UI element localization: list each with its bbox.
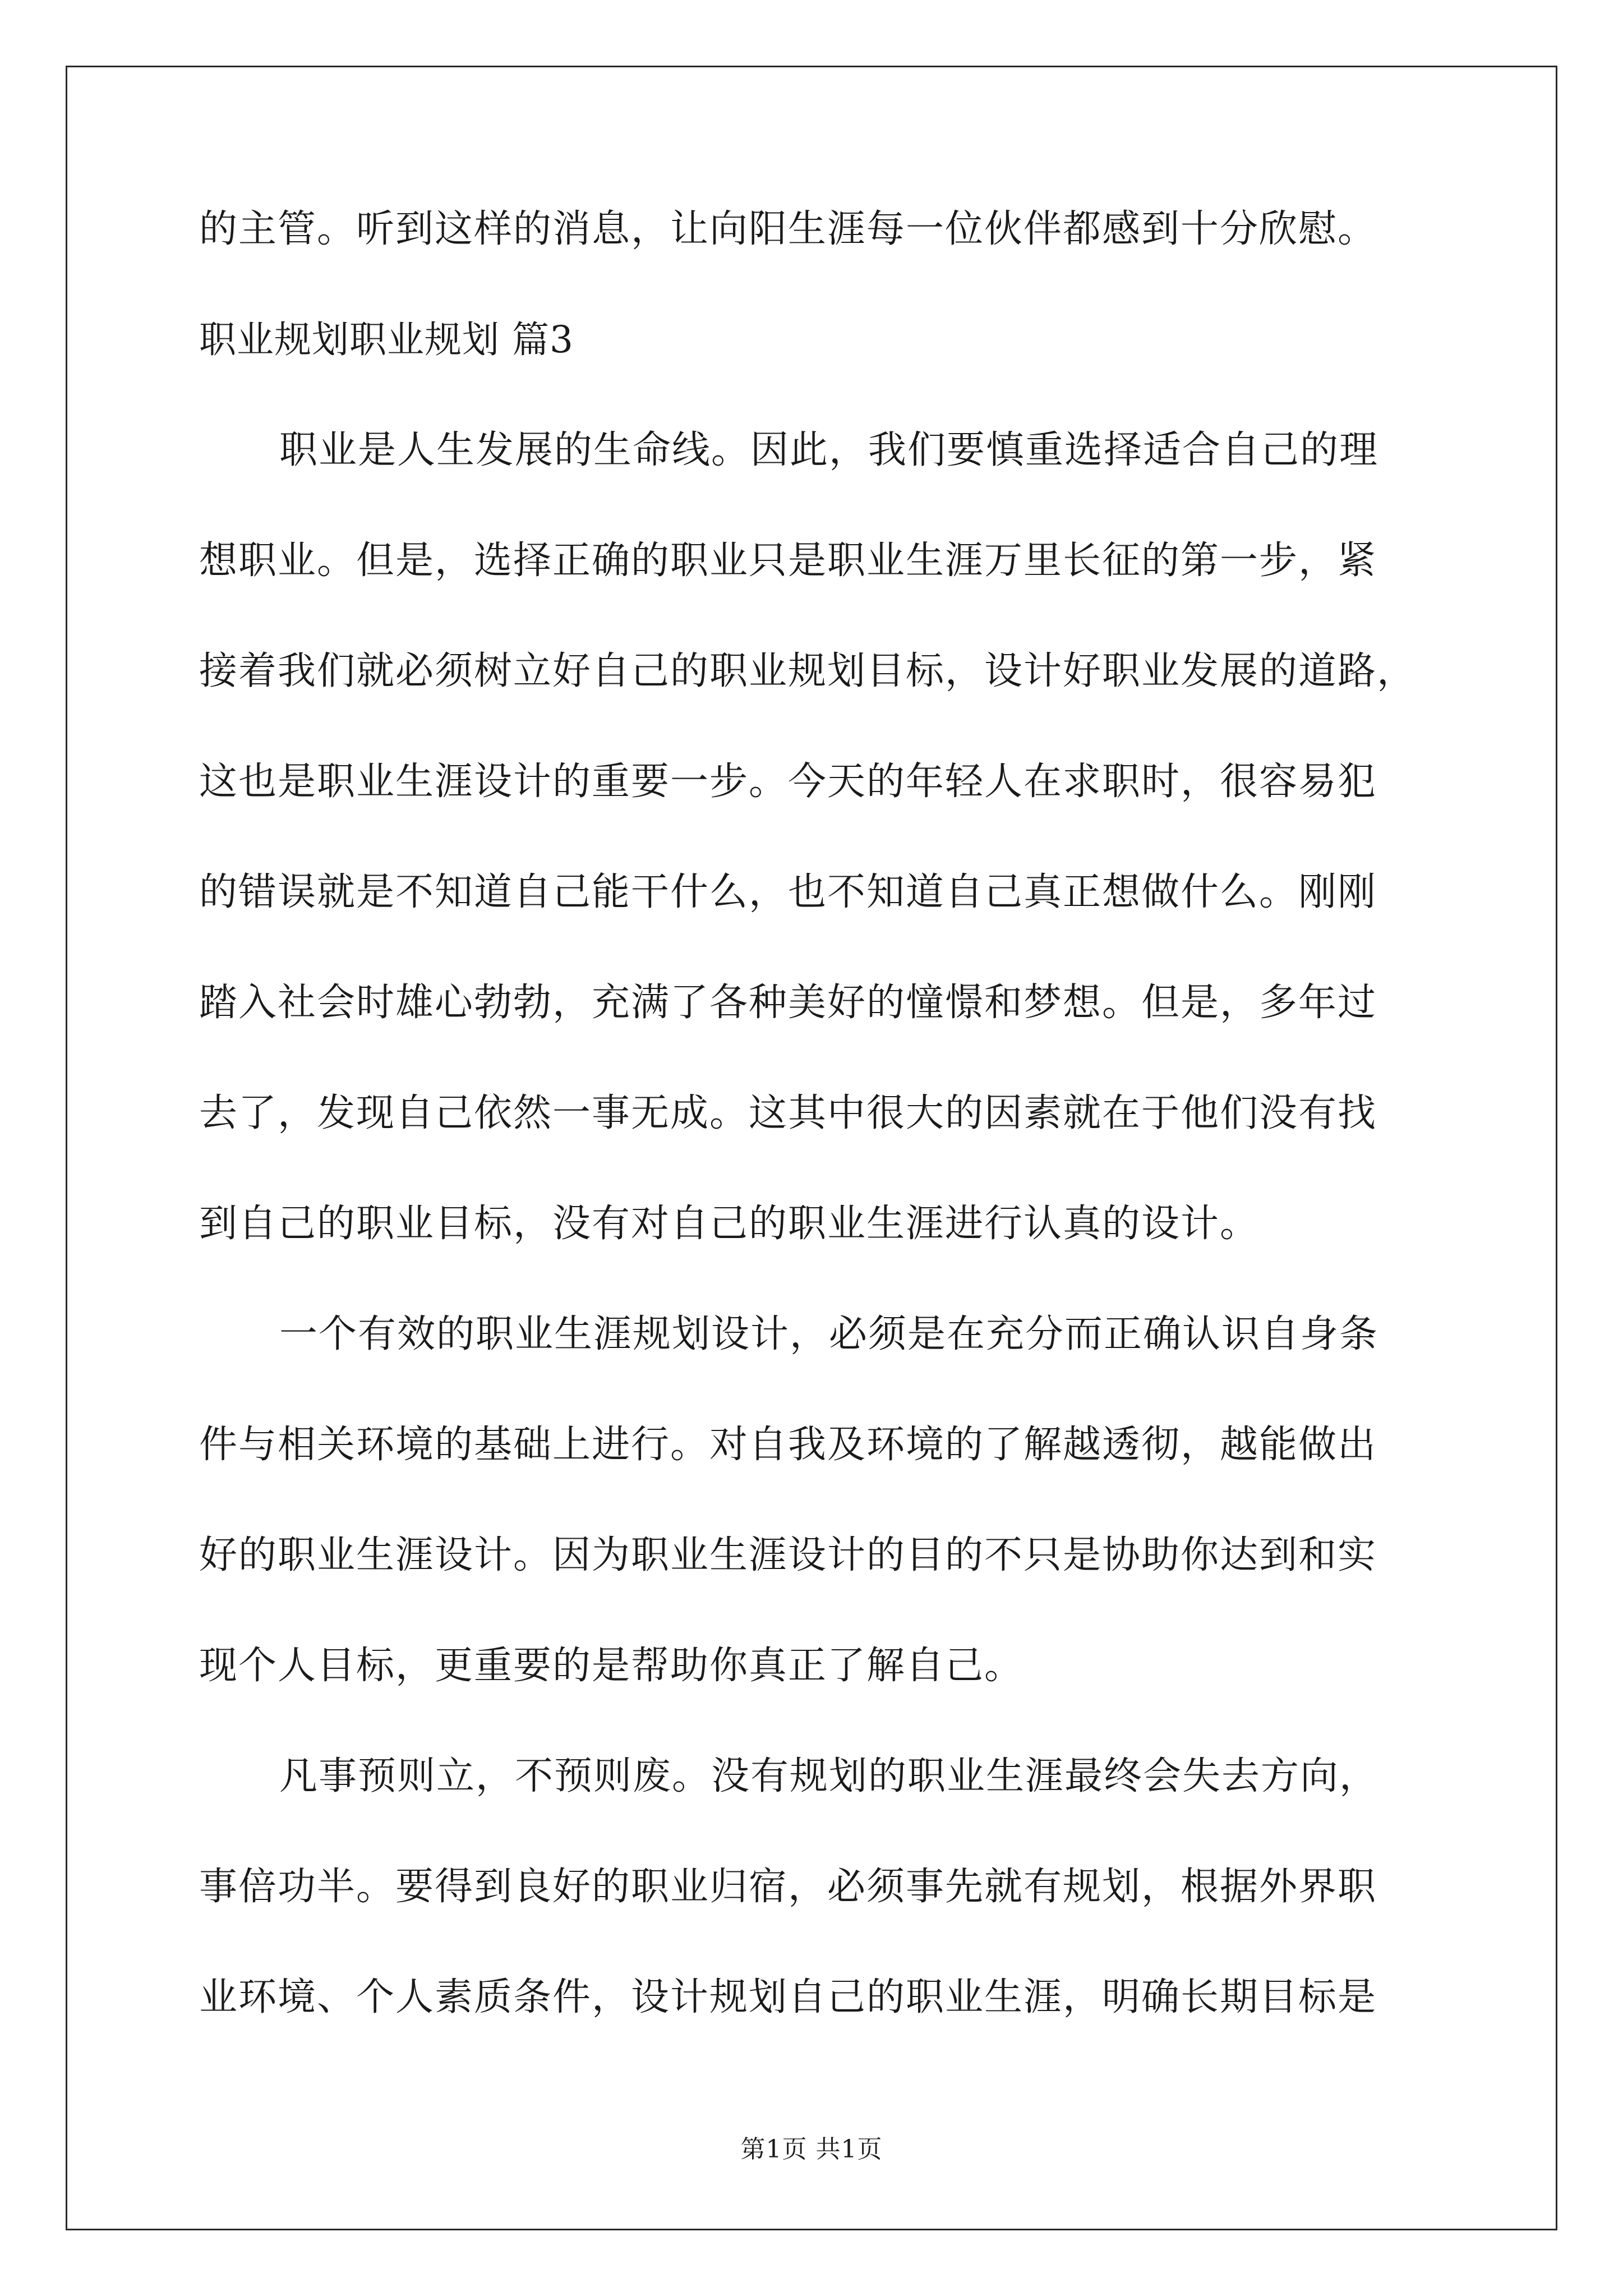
text-line: 这也是职业生涯设计的重要一步。今天的年轻人在求职时，很容易犯 [199,760,1377,804]
document-body [199,207,1436,2089]
text-line: 事倍功半。要得到良好的职业归宿，必须事先就有规划，根据外界职 [199,1865,1377,1909]
text-line: 的主管。听到这样的消息，让向阳生涯每一位伙伴都感到十分欣慰。 [199,207,1377,251]
text-line: 业环境、个人素质条件，设计规划自己的职业生涯，明确长期目标是 [199,1975,1377,2019]
text-line: 好的职业生涯设计。因为职业生涯设计的目的不只是协助你达到和实 [199,1533,1377,1577]
text-line: 的错误就是不知道自己能干什么，也不知道自己真正想做什么。刚刚 [199,870,1377,914]
section-heading: 职业规划职业规划 篇3 [199,318,574,361]
page-indicator: 第1页 共1页 [740,2135,883,2164]
text-line: 接着我们就必须树立好自己的职业规划目标，设计好职业发展的道路， [199,649,1417,693]
text-line: 踏入社会时雄心勃勃，充满了各种美好的憧憬和梦想。但是，多年过 [199,981,1377,1025]
text-line: 想职业。但是，选择正确的职业只是职业生涯万里长征的第一步，紧 [199,539,1377,583]
text-line: 一个有效的职业生涯规划设计，必须是在充分而正确认识自身条 [279,1312,1379,1356]
text-line: 件与相关环境的基础上进行。对自我及环境的了解越透彻，越能做出 [199,1423,1377,1467]
text-line: 到自己的职业目标，没有对自己的职业生涯进行认真的设计。 [199,1202,1260,1246]
text-line: 去了，发现自己依然一事无成。这其中很大的因素就在于他们没有找 [199,1091,1377,1135]
text-line: 职业是人生发展的生命线。因此，我们要慎重选择适合自己的理 [279,428,1379,472]
text-line: 凡事预则立，不预则废。没有规划的职业生涯最终会失去方向， [279,1754,1379,1798]
text-line: 现个人目标，更重要的是帮助你真正了解自己。 [199,1644,1024,1688]
